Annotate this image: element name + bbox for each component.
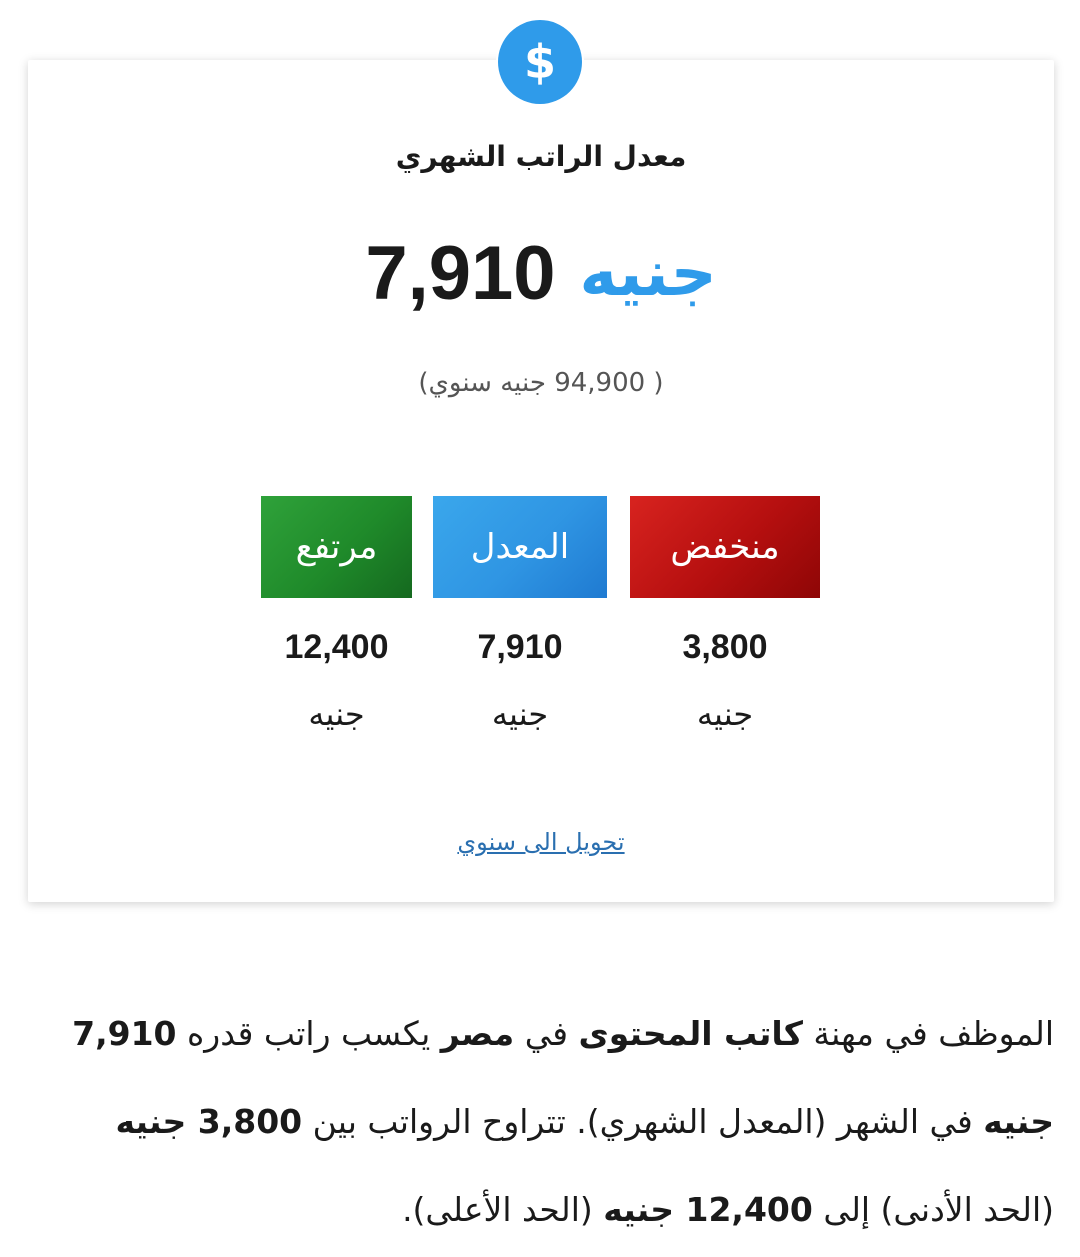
salary-description: [60, 990, 1054, 1254]
description-text: في الشهر (المعدل الشهري). تتراوح الرواتب بين: [302, 1102, 984, 1141]
range-average-unit: جنيه: [491, 695, 549, 733]
card-title: معدل الراتب الشهري: [395, 140, 687, 173]
dollar-badge: [496, 18, 584, 106]
range-average: [433, 496, 607, 733]
range-low-label: منخفض: [630, 496, 820, 598]
minimum-salary-text: 3,800 جنيه: [115, 1102, 303, 1141]
description-text: (الحد الأعلى).: [402, 1190, 604, 1229]
range-low-unit: جنيه: [696, 695, 754, 733]
salary-card: [28, 60, 1054, 902]
monthly-salary-amount: 7,910: [365, 231, 556, 316]
range-low: [630, 496, 820, 733]
monthly-salary-currency: جنيه: [579, 236, 717, 311]
monthly-salary: [28, 230, 1054, 317]
country-name: مصر: [440, 1014, 515, 1053]
range-high-unit: جنيه: [308, 695, 365, 733]
convert-to-annual-link[interactable]: تحويل الى سنوي: [457, 828, 625, 856]
range-low-value: 3,800: [682, 628, 768, 666]
annual-salary-note: ( 94,900 جنيه سنوي): [418, 368, 664, 398]
description-text: (الحد الأدنى) إلى: [812, 1190, 1054, 1229]
maximum-salary-text: 12,400 جنيه: [603, 1190, 813, 1229]
average-salary-text: 7,910 جنيه: [72, 1014, 1054, 1141]
job-title: كاتب المحتوى: [578, 1014, 803, 1053]
range-high: [261, 496, 412, 733]
range-high-value: 12,400: [284, 628, 389, 666]
range-high-label: مرتفع: [261, 496, 412, 598]
range-average-value: 7,910: [477, 628, 563, 666]
description-text: الموظف في مهنة: [802, 1014, 1054, 1053]
description-text: في: [514, 1014, 579, 1053]
dollar-icon: $: [498, 20, 582, 104]
range-average-label: المعدل: [433, 496, 607, 598]
description-text: يكسب راتب قدره: [176, 1014, 441, 1053]
